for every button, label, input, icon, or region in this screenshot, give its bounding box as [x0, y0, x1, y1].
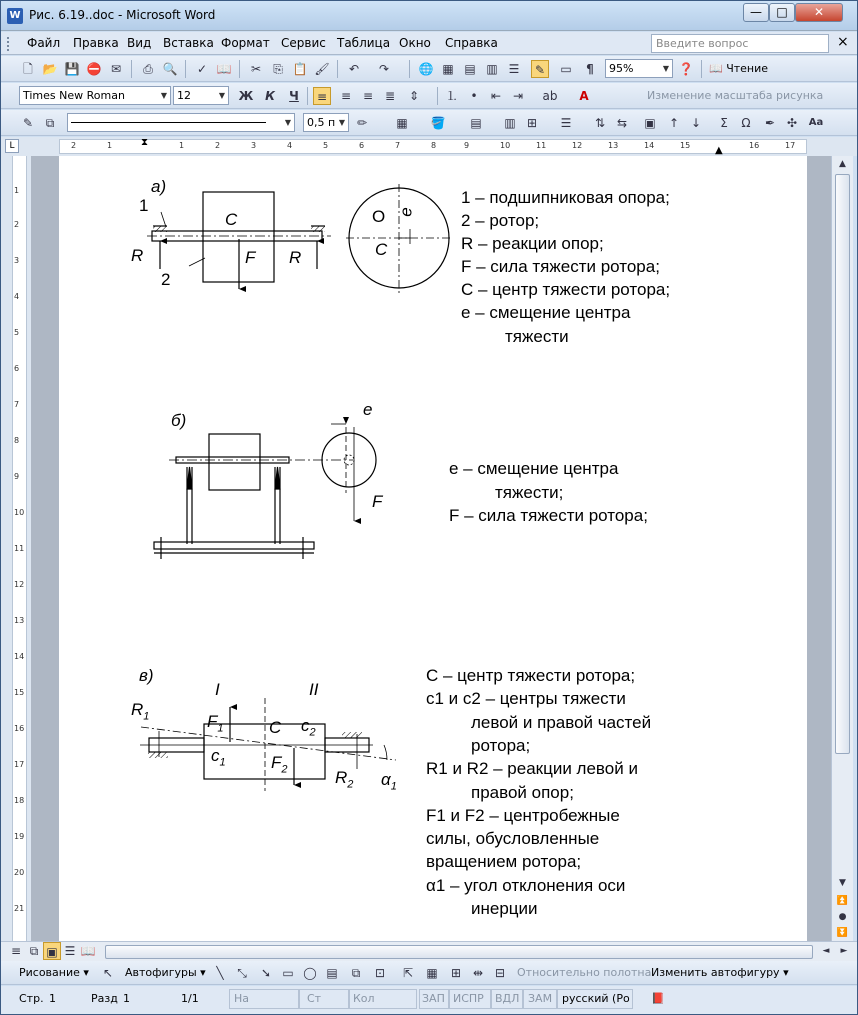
- drawing-canvas-toolbar: [1, 110, 857, 136]
- sort-asc-icon[interactable]: ↑: [668, 116, 680, 130]
- legend-b-1: e – смещение центра: [449, 459, 619, 478]
- legend-a-1: 1 – подшипниковая опора;: [461, 188, 670, 207]
- distribute-rows-icon[interactable]: ⇅: [594, 116, 606, 130]
- vertical-scrollbar[interactable]: [831, 156, 853, 941]
- autoformat-icon[interactable]: ▣: [644, 116, 656, 130]
- fill-color-icon[interactable]: 🪣: [430, 116, 446, 130]
- menu-format[interactable]: Формат: [221, 36, 270, 50]
- save-icon[interactable]: 💾: [64, 62, 80, 76]
- legend-a-7: тяжести: [505, 327, 569, 346]
- legend-c-4: ротора;: [471, 736, 531, 755]
- tables-borders-icon[interactable]: ▦: [442, 62, 454, 76]
- reading-mode-button[interactable]: 📖 Чтение: [709, 62, 769, 75]
- autosum-icon[interactable]: Σ: [720, 116, 728, 130]
- label-c2: $c_2$: [301, 716, 316, 739]
- sort-desc-icon[interactable]: ↓: [690, 116, 702, 130]
- legend-a-2: 2 – ротор;: [461, 211, 540, 230]
- text-aa-icon[interactable]: Aa: [808, 117, 824, 128]
- split-cells-icon[interactable]: ⊞: [526, 116, 538, 130]
- status-page-label: Стр.: [19, 992, 44, 1005]
- arrows-icon[interactable]: ✣: [786, 116, 798, 130]
- line-color-icon[interactable]: ✏: [356, 116, 368, 130]
- status-line: Ст: [307, 992, 322, 1005]
- select-objects-icon[interactable]: ↖: [102, 966, 114, 980]
- label-r1: $R_1$: [131, 700, 150, 723]
- autoshapes-button[interactable]: Автофигуры ▾: [125, 966, 206, 979]
- open-icon[interactable]: 📂: [42, 62, 58, 76]
- textbox-tool-icon[interactable]: ▤: [326, 966, 338, 980]
- wordart-icon[interactable]: ✒: [764, 116, 776, 130]
- ungroup-icon[interactable]: ⊡: [374, 966, 386, 980]
- copy-icon[interactable]: ⎘: [273, 62, 283, 76]
- group-icon[interactable]: ⧉: [351, 966, 361, 980]
- align-left-icon[interactable]: ≡: [313, 87, 331, 105]
- borders-icon[interactable]: ▦: [396, 116, 408, 130]
- word-app-icon[interactable]: W: [7, 8, 23, 24]
- legend-c-11: инерции: [471, 899, 538, 918]
- figure-c-label: в): [139, 666, 154, 685]
- horizontal-ruler[interactable]: L 2 1 1 2 3 4 5 6 7 8 9 10 11 12 13 14 15 16 17 ⧗ ▲: [1, 137, 857, 156]
- symbol-icon[interactable]: Ω: [741, 116, 751, 130]
- web-view-icon[interactable]: ⧉: [29, 944, 39, 958]
- italic-button[interactable]: К: [265, 89, 275, 103]
- next-page-icon[interactable]: ⏬: [836, 928, 849, 938]
- underline-button[interactable]: Ч: [289, 89, 299, 103]
- email-icon[interactable]: ✉: [110, 62, 122, 76]
- label-o: O: [372, 207, 386, 226]
- maximize-button[interactable]: □: [769, 3, 795, 22]
- scroll-up-icon[interactable]: ▲: [839, 159, 846, 169]
- figure-b: [154, 424, 376, 559]
- label-c-a: C: [225, 210, 238, 229]
- grid-icon[interactable]: ▦: [426, 966, 438, 980]
- align-right-icon[interactable]: ≡: [362, 89, 374, 103]
- columns-icon[interactable]: ☰: [508, 62, 520, 76]
- highlight-icon[interactable]: ab: [542, 89, 558, 103]
- distribute-cols-icon[interactable]: ⇆: [616, 116, 628, 130]
- justify-icon[interactable]: ≣: [384, 89, 396, 103]
- reading-view-icon[interactable]: 📖: [80, 944, 96, 958]
- status-bar: [1, 986, 857, 1014]
- label-2-a: 2: [161, 270, 171, 289]
- legend-c-5: R1 и R2 – реакции левой и: [426, 759, 638, 778]
- status-rec[interactable]: ЗАП: [422, 992, 445, 1005]
- research-icon[interactable]: 📖: [216, 62, 232, 76]
- legend-c-3: левой и правой частей: [471, 713, 652, 732]
- label-r2: $R_2$: [335, 768, 354, 791]
- legend-c-10: α1 – угол отклонения оси: [426, 876, 626, 895]
- scroll-down-icon[interactable]: ▼: [839, 878, 846, 888]
- align-canvas-icon[interactable]: ⊟: [494, 966, 506, 980]
- menu-tools[interactable]: Сервис: [281, 36, 326, 50]
- arrow-tool-icon[interactable]: ➘: [260, 966, 272, 980]
- redo-icon[interactable]: ↷: [378, 62, 390, 76]
- minimize-button[interactable]: —: [743, 3, 769, 22]
- font-select[interactable]: Times New Roman ▼: [19, 86, 171, 105]
- status-ovr[interactable]: ЗАМ: [528, 992, 553, 1005]
- print-icon[interactable]: ⎙: [143, 62, 153, 76]
- connector-icon[interactable]: ⤡: [237, 966, 247, 980]
- change-autoshape-button[interactable]: Изменить автофигуру ▾: [651, 966, 789, 979]
- distribute-icon[interactable]: ⇹: [472, 966, 484, 980]
- legend-c-6: правой опор;: [471, 783, 574, 802]
- menubar-grip[interactable]: [7, 37, 10, 51]
- legend-a-4: F – сила тяжести ротора;: [461, 257, 660, 276]
- label-f2: $F_2$: [271, 753, 288, 776]
- picture-scale-label[interactable]: Изменение масштаба рисунка: [647, 89, 824, 102]
- label-e-a: e: [396, 207, 416, 217]
- undo-icon[interactable]: ↶: [348, 62, 360, 76]
- insert-table-icon[interactable]: ▤: [464, 62, 476, 76]
- font-color-icon[interactable]: A: [579, 89, 589, 103]
- label-c-section: C: [375, 240, 388, 259]
- menu-table[interactable]: Таблица: [337, 36, 391, 50]
- rectangle-tool-icon[interactable]: ▭: [282, 966, 294, 980]
- vertical-ruler[interactable]: 1 2 3 4 5 6 7 8 9 10 11 12 13 14 15 16 17 18 19 20 21: [1, 156, 31, 941]
- zoom-select[interactable]: 95% ▼: [605, 59, 673, 78]
- prev-page-icon[interactable]: ⏫: [836, 896, 849, 906]
- oval-tool-icon[interactable]: ◯: [303, 966, 317, 980]
- window-title: Рис. 6.19..doc - Microsoft Word: [29, 8, 216, 22]
- help-icon[interactable]: ❓: [678, 62, 694, 76]
- menu-help[interactable]: Справка: [445, 36, 498, 50]
- status-section-number: 1: [123, 992, 130, 1005]
- print-preview-icon[interactable]: 🔍: [162, 62, 178, 76]
- line-tool-icon[interactable]: ╲: [216, 966, 224, 980]
- status-pages: 1/1: [181, 992, 199, 1005]
- title-bar: [1, 1, 857, 31]
- increase-indent-icon[interactable]: ⇥: [512, 89, 524, 103]
- draw-menu-button[interactable]: Рисование ▾: [19, 966, 89, 979]
- menu-bar: [1, 32, 857, 55]
- drawing-toolbar: [1, 961, 857, 985]
- status-ext[interactable]: ВДЛ: [495, 992, 520, 1005]
- label-f1: $F_1$: [207, 712, 224, 735]
- merge-cells-icon[interactable]: ▥: [504, 116, 516, 130]
- status-language[interactable]: русский (Ро: [562, 992, 630, 1005]
- legend-a-3: R – реакции опор;: [461, 234, 604, 253]
- align-center-icon[interactable]: ≡: [340, 89, 352, 103]
- indent-marker-icon[interactable]: ⧗: [141, 137, 149, 148]
- status-col: Кол: [353, 992, 375, 1005]
- browse-object-icon[interactable]: ●: [838, 912, 847, 922]
- menu-file[interactable]: Файл: [27, 36, 61, 50]
- pointer-icon[interactable]: ⇱: [402, 966, 414, 980]
- line-spacing-icon[interactable]: ⇕: [408, 89, 420, 103]
- line-style-select[interactable]: ▼: [67, 113, 295, 132]
- document-map-icon[interactable]: ▭: [560, 62, 572, 76]
- figure-c: [140, 698, 396, 791]
- font-size-select[interactable]: 12 ▼: [173, 86, 229, 105]
- show-hide-icon[interactable]: ¶: [586, 62, 594, 76]
- align-objects-icon[interactable]: ⊞: [450, 966, 462, 980]
- bold-button[interactable]: Ж: [238, 89, 254, 103]
- horizontal-scrollbar[interactable]: [1, 941, 857, 961]
- paste-icon[interactable]: 📋: [292, 62, 308, 76]
- legend-c-1: C – центр тяжести ротора;: [426, 666, 636, 685]
- tab-selector-icon[interactable]: L: [5, 139, 19, 153]
- menu-insert[interactable]: Вставка: [163, 36, 214, 50]
- numbering-icon[interactable]: ⒈: [445, 89, 458, 103]
- ask-question-input[interactable]: Введите вопрос: [651, 34, 829, 53]
- label-f-b: F: [372, 492, 383, 511]
- label-i: I: [215, 680, 220, 699]
- spelling-status-icon[interactable]: 📕: [651, 992, 665, 1005]
- insert-table2-icon[interactable]: ▤: [470, 116, 482, 130]
- bullets-icon[interactable]: •: [470, 89, 478, 103]
- label-ii: II: [309, 680, 319, 699]
- label-r-right: R: [289, 248, 302, 267]
- cut-icon[interactable]: ✂: [250, 62, 262, 76]
- frame-icon[interactable]: ⧉: [45, 116, 55, 130]
- new-document-icon[interactable]: 🗋: [23, 62, 33, 76]
- status-page-number: 1: [49, 992, 56, 1005]
- legend-b-2: тяжести;: [495, 483, 564, 502]
- label-1-a: 1: [139, 196, 149, 215]
- scroll-right-icon[interactable]: ►: [840, 946, 848, 956]
- menu-window[interactable]: Окно: [399, 36, 431, 50]
- close-button[interactable]: ✕: [795, 3, 843, 22]
- legend-a-5: C – центр тяжести ротора;: [461, 280, 671, 299]
- outline-view-icon[interactable]: ☰: [64, 944, 76, 958]
- right-indent-marker-icon[interactable]: ▲: [715, 145, 723, 156]
- label-alpha: $\alpha_1$: [381, 770, 397, 793]
- scroll-left-icon[interactable]: ◄: [822, 946, 830, 956]
- figure-b-label: б): [171, 411, 187, 430]
- edit-icon[interactable]: ✎: [22, 116, 34, 130]
- label-e-b: e: [363, 400, 373, 419]
- legend-c-2: c1 и c2 – центры тяжести: [426, 689, 626, 708]
- standard-toolbar: [1, 56, 857, 82]
- rotor-b: [209, 434, 260, 490]
- formatting-toolbar: [1, 83, 857, 109]
- label-f-a: F: [245, 248, 256, 267]
- normal-view-icon[interactable]: ≡: [10, 944, 22, 958]
- figure-a-label: а): [151, 177, 167, 196]
- legend-c-7: F1 и F2 – центробежные: [426, 806, 620, 825]
- hyperlink-icon[interactable]: 🌐: [418, 62, 434, 76]
- insert-excel-icon[interactable]: ▥: [486, 62, 498, 76]
- status-section-label: Разд: [91, 992, 118, 1005]
- legend-a-6: e – смещение центра: [461, 303, 631, 322]
- align-cells-icon[interactable]: ☰: [560, 116, 572, 130]
- document-page[interactable]: [59, 156, 807, 941]
- spelling-icon[interactable]: ✓: [196, 62, 208, 76]
- permission-icon[interactable]: ⛔: [86, 62, 102, 76]
- legend-b-3: F – сила тяжести ротора;: [449, 506, 648, 525]
- decrease-indent-icon[interactable]: ⇤: [490, 89, 502, 103]
- menu-view[interactable]: Вид: [127, 36, 152, 50]
- figure-a: [147, 184, 453, 293]
- label-c1: $c_1$: [211, 746, 226, 769]
- print-view-icon[interactable]: ▣: [43, 942, 61, 960]
- format-painter-icon[interactable]: 🖌: [314, 62, 330, 76]
- menu-edit[interactable]: Правка: [73, 36, 119, 50]
- relative-to-canvas-button[interactable]: Относительно полотна: [517, 966, 652, 979]
- drawing-icon[interactable]: ✎: [531, 60, 549, 78]
- legend-c-9: вращением ротора;: [426, 852, 582, 871]
- status-at: На: [234, 992, 250, 1005]
- line-weight-select[interactable]: 0,5 п ▼: [303, 113, 349, 132]
- h-scroll-thumb[interactable]: [105, 945, 813, 959]
- scroll-thumb[interactable]: [835, 174, 850, 754]
- label-r-left: R: [131, 246, 144, 265]
- legend-c-8: силы, обусловленные: [426, 829, 600, 848]
- status-trk[interactable]: ИСПР: [453, 992, 484, 1005]
- label-c-c: C: [269, 718, 282, 737]
- doc-close-icon[interactable]: ×: [837, 34, 849, 50]
